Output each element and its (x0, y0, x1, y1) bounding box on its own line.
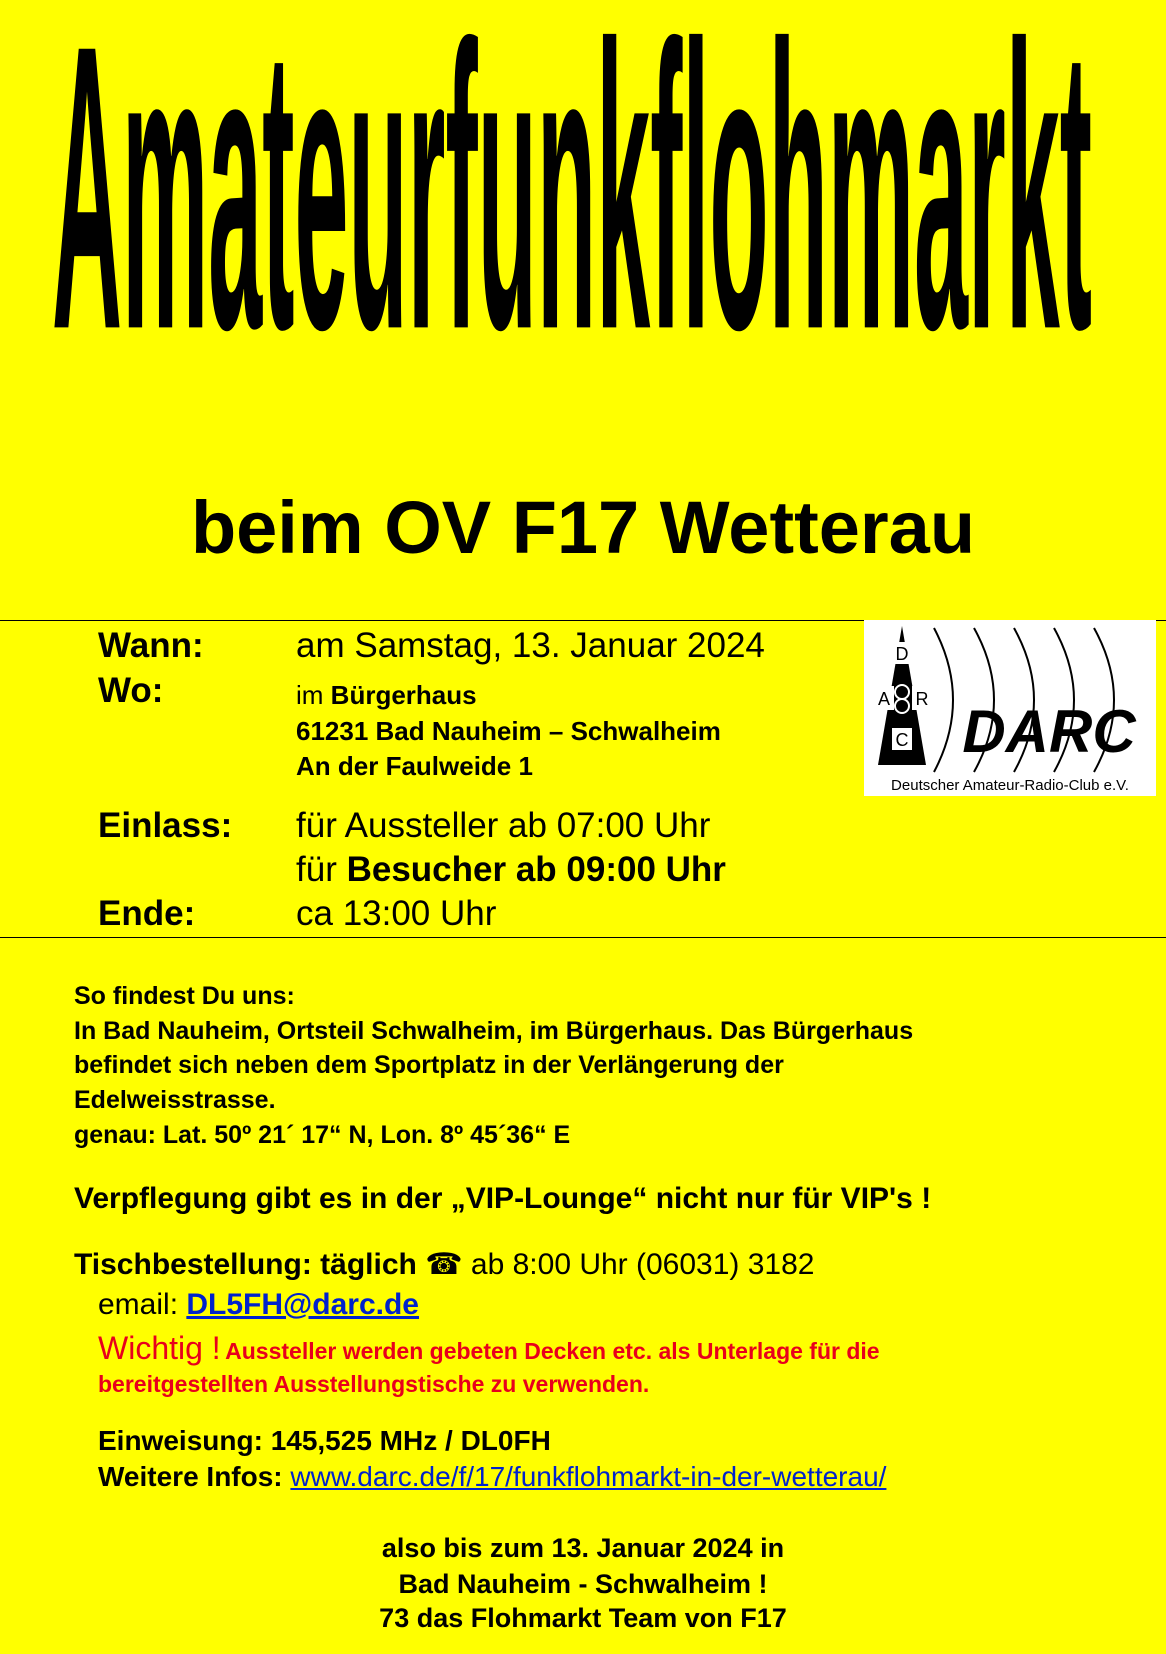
info-label: Weitere Infos: (98, 1461, 283, 1492)
when-label: Wann: (98, 626, 204, 665)
guidance-line (98, 1422, 551, 1460)
footer-line1: also bis zum 13. Januar 2024 in (381, 1533, 785, 1563)
where-line3: An der Faulweide 1 (296, 751, 533, 781)
entry-label: Einlass: (98, 806, 233, 845)
where-label: Wo: (98, 671, 164, 710)
entry-visitors (296, 850, 726, 890)
email-label: email: (98, 1288, 187, 1321)
logo-letter-r: R (915, 689, 929, 709)
divider-bottom (0, 937, 1166, 938)
poster-title (40, 30, 1110, 430)
email-link[interactable]: DL5FH@darc.de (186, 1288, 419, 1321)
logo-letter-a: A (877, 689, 891, 709)
directions-line3: Edelweisstrasse. (74, 1086, 276, 1114)
end-value: ca 13:00 Uhr (296, 894, 497, 933)
end-label: Ende: (98, 894, 196, 933)
directions-coords: genau: Lat. 50º 21´ 17“ N, Lon. 8º 45´36“ E (74, 1121, 571, 1149)
info-line (98, 1458, 886, 1496)
email-line (98, 1286, 419, 1324)
poster-title-text: Amateurfunkflohmarkt (52, 30, 1092, 414)
entry-exhibitors: für Aussteller ab 07:00 Uhr (296, 806, 711, 845)
footer-line2: Bad Nauheim - Schwalheim ! (398, 1569, 768, 1599)
logo-letter-c: C (895, 730, 909, 750)
logo-caption: Deutscher Amateur-Radio-Club e.V. (891, 777, 1129, 794)
entry-visitors-time: Besucher ab 09:00 Uhr (346, 850, 726, 889)
directions-line1: In Bad Nauheim, Ortsteil Schwalheim, im Bürgerhaus. Das Bürgerhaus (74, 1017, 914, 1045)
catering-note: Verpflegung gibt es in der „VIP-Lounge“ nicht nur für VIP's ! (74, 1182, 932, 1215)
booking-phone: ab 8:00 Uhr (06031) 3182 (470, 1248, 815, 1281)
guidance-label: Einweisung: (98, 1425, 263, 1456)
directions-heading: So findest Du uns: (74, 982, 295, 1010)
where-venue: Bürgerhaus (330, 680, 477, 710)
when-value: am Samstag, 13. Januar 2024 (296, 626, 765, 665)
footer-line3: 73 das Flohmarkt Team von F17 (379, 1603, 787, 1633)
darc-logo (864, 620, 1156, 796)
where-prefix: im (296, 680, 331, 710)
notice-lead: Wichtig ! (98, 1330, 221, 1366)
where-line1 (296, 677, 477, 713)
subtitle: beim OV F17 Wetterau (190, 486, 976, 569)
phone-icon: ☎ (425, 1248, 463, 1281)
darc-logo-graphic (864, 620, 1156, 776)
entry-visitors-prefix: für (296, 850, 347, 889)
booking-line (74, 1246, 815, 1284)
logo-letter-d: D (895, 644, 909, 664)
notice-text1: Aussteller werden gebeten Decken etc. als Unterlage für die (225, 1338, 880, 1364)
where-line2: 61231 Bad Nauheim – Schwalheim (296, 716, 721, 746)
directions-line2: befindet sich neben dem Sportplatz in der Verlängerung der (74, 1051, 784, 1079)
logo-wordmark: DARC (962, 698, 1136, 765)
guidance-value: 145,525 MHz / DL0FH (270, 1425, 551, 1456)
notice-text2: bereitgestellten Ausstellungstische zu verwenden. (98, 1371, 650, 1397)
info-link[interactable]: www.darc.de/f/17/funkflohmarkt-in-der-wetterau/ (290, 1461, 887, 1492)
booking-label: Tischbestellung: täglich (74, 1248, 417, 1281)
